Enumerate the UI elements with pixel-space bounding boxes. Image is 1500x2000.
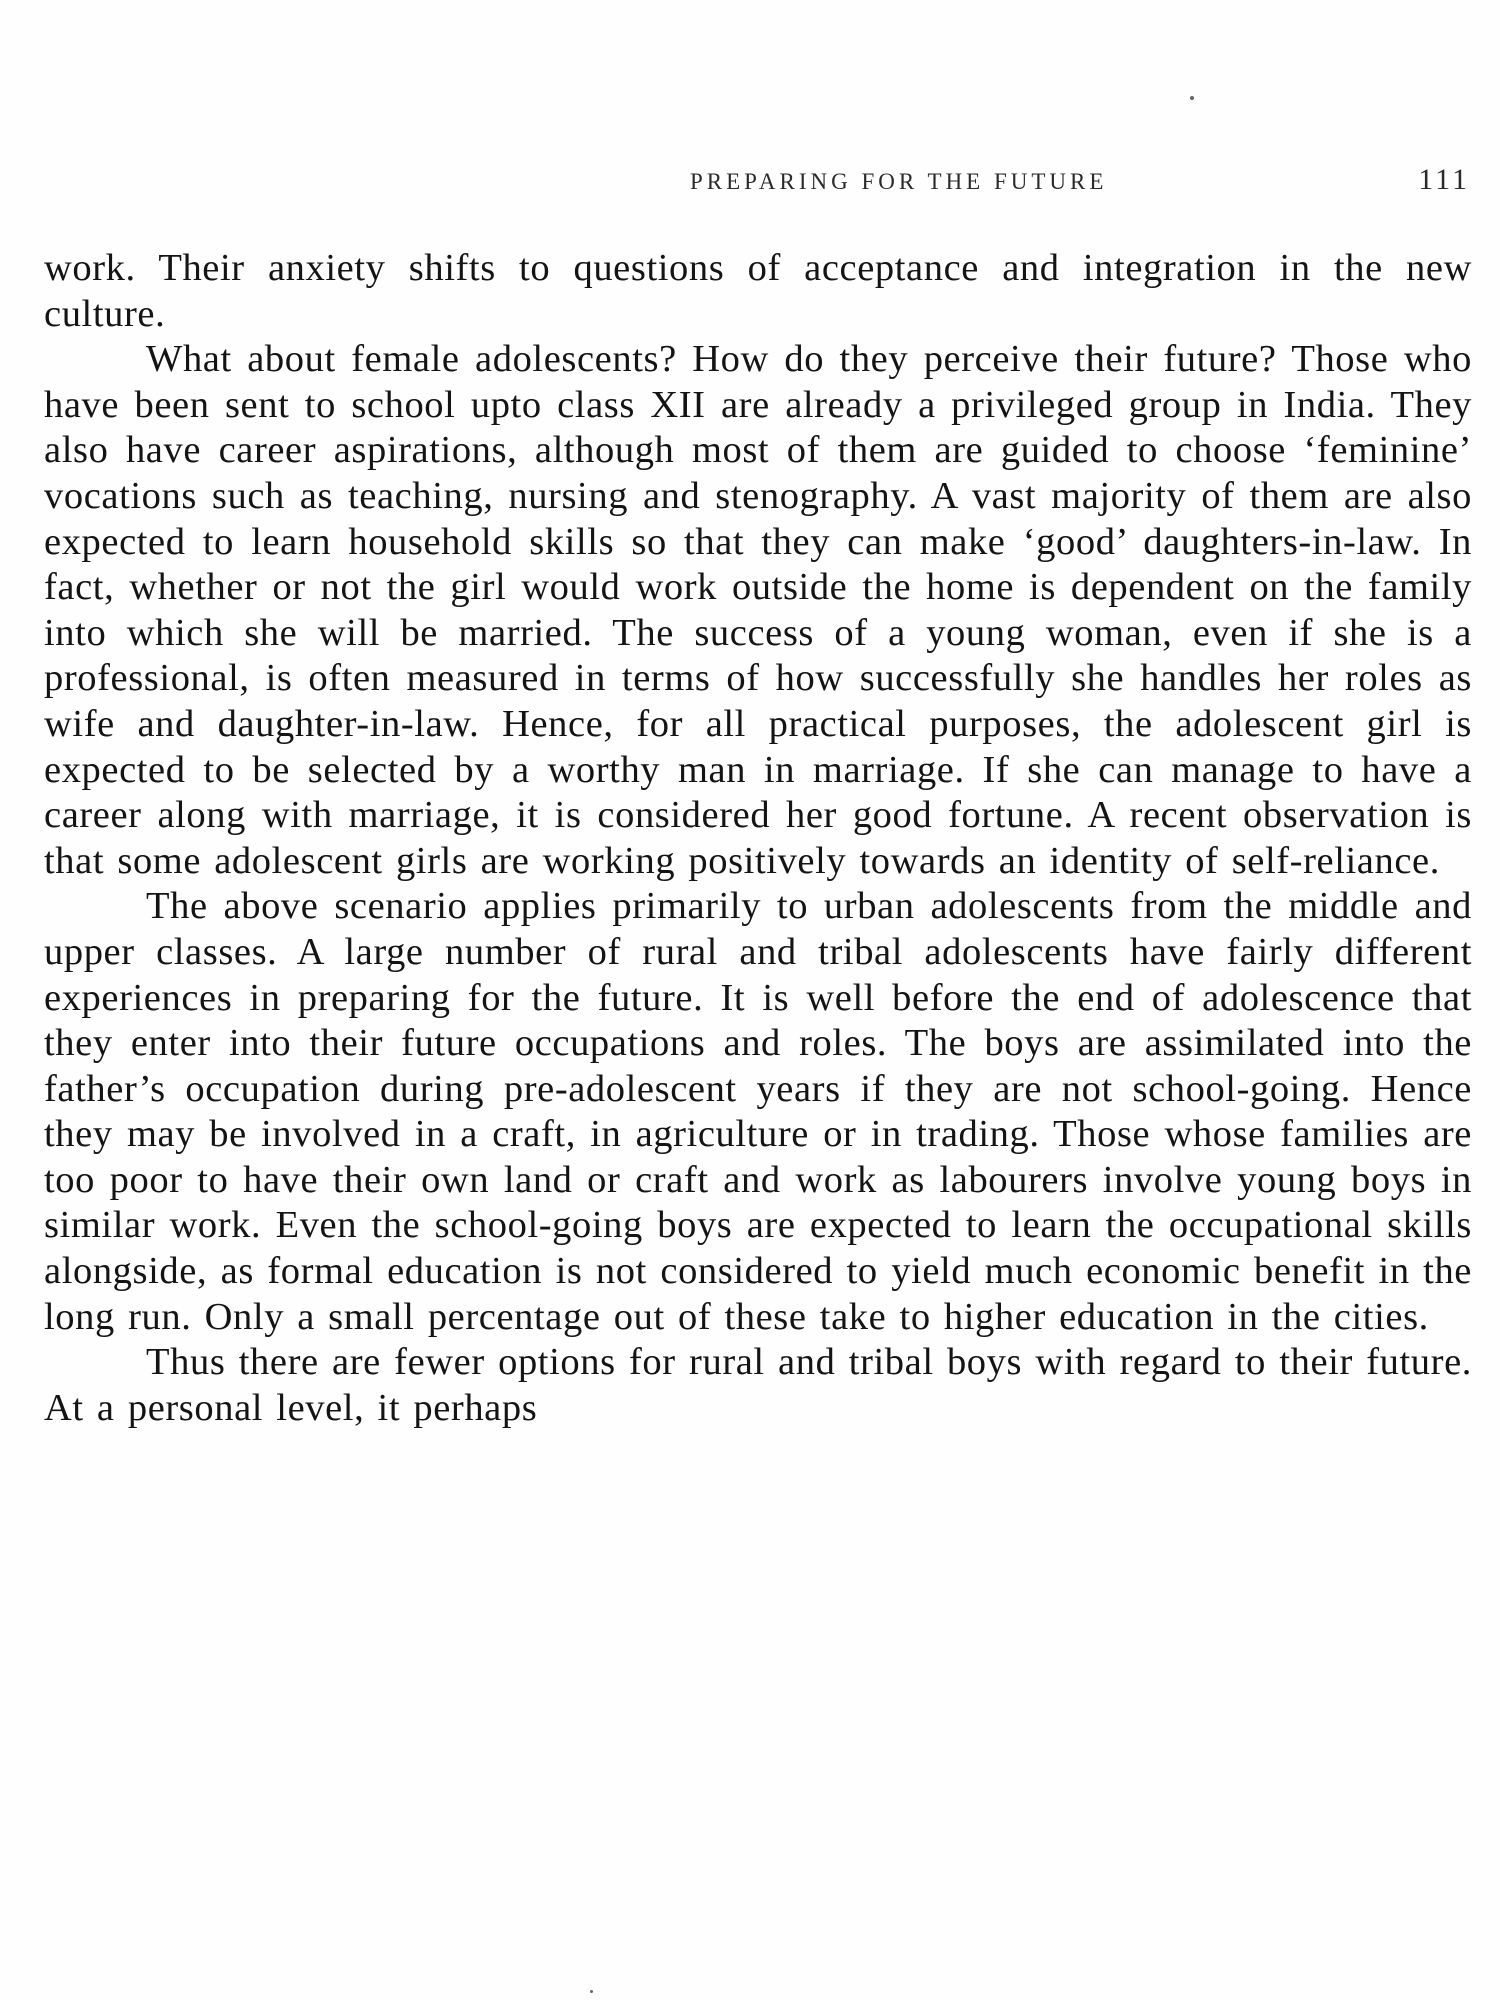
running-head (690, 163, 1470, 203)
scan-speck (1190, 96, 1194, 100)
body-text (44, 246, 1472, 1431)
paragraph-continued: work. Their anxiety shifts to questions of acceptance and integration in the new culture. (44, 247, 1472, 335)
paragraph-female-adolescents: What about female adolescents? How do they perceive their future? Those who have been sent to school upto class XII are already a privileged group in India. They also have career aspirations, although most of them are guided to choose ‘feminine’ vocations such as teaching, nursing and stenography. A vast majority of them are also expected to learn household skills so that they can make ‘good’ daughters-in-law. In fact, whether or not the girl would work outside the home is dependent on the family into which she will be married. The success of a young woman, even if she is a professional, is often measured in terms of how successfully she handles her roles as wife and daughter-in-law. Hence, for all practical purposes, the adolescent girl is expected to be selected by a worthy man in marriage. If she can manage to have a career along with marriage, it is considered her good fortune. A recent observation is that some adolescent girls are working positively towards an identity of self-reliance. (44, 338, 1472, 882)
paragraph-rural-tribal-adolescents: The above scenario applies primarily to urban adolescents from the middle and upper classes. A large number of rural and tribal adolescents have fairly different experiences in preparing for the future. It is well before the end of adolescence that they enter into their future occupations and roles. The boys are assimilated into the father’s occupation during pre-adolescent years if they are not school-going. Hence they may be involved in a craft, in agriculture or in trading. Those whose families are too poor to have their own land or craft and work as labourers involve young boys in similar work. Even the school-going boys are expected to learn the occupational skills alongside, as formal education is not considered to yield much economic benefit in the long run. Only a small percentage out of these take to higher education in the cities. (44, 885, 1472, 1338)
scan-speck (590, 1990, 593, 1993)
page-number: 111 (1418, 163, 1470, 196)
running-head-title: PREPARING FOR THE FUTURE (690, 169, 1108, 194)
paragraph-fewer-options: Thus there are fewer options for rural and tribal boys with regard to their future. At a personal level, it perhaps (44, 1341, 1472, 1429)
